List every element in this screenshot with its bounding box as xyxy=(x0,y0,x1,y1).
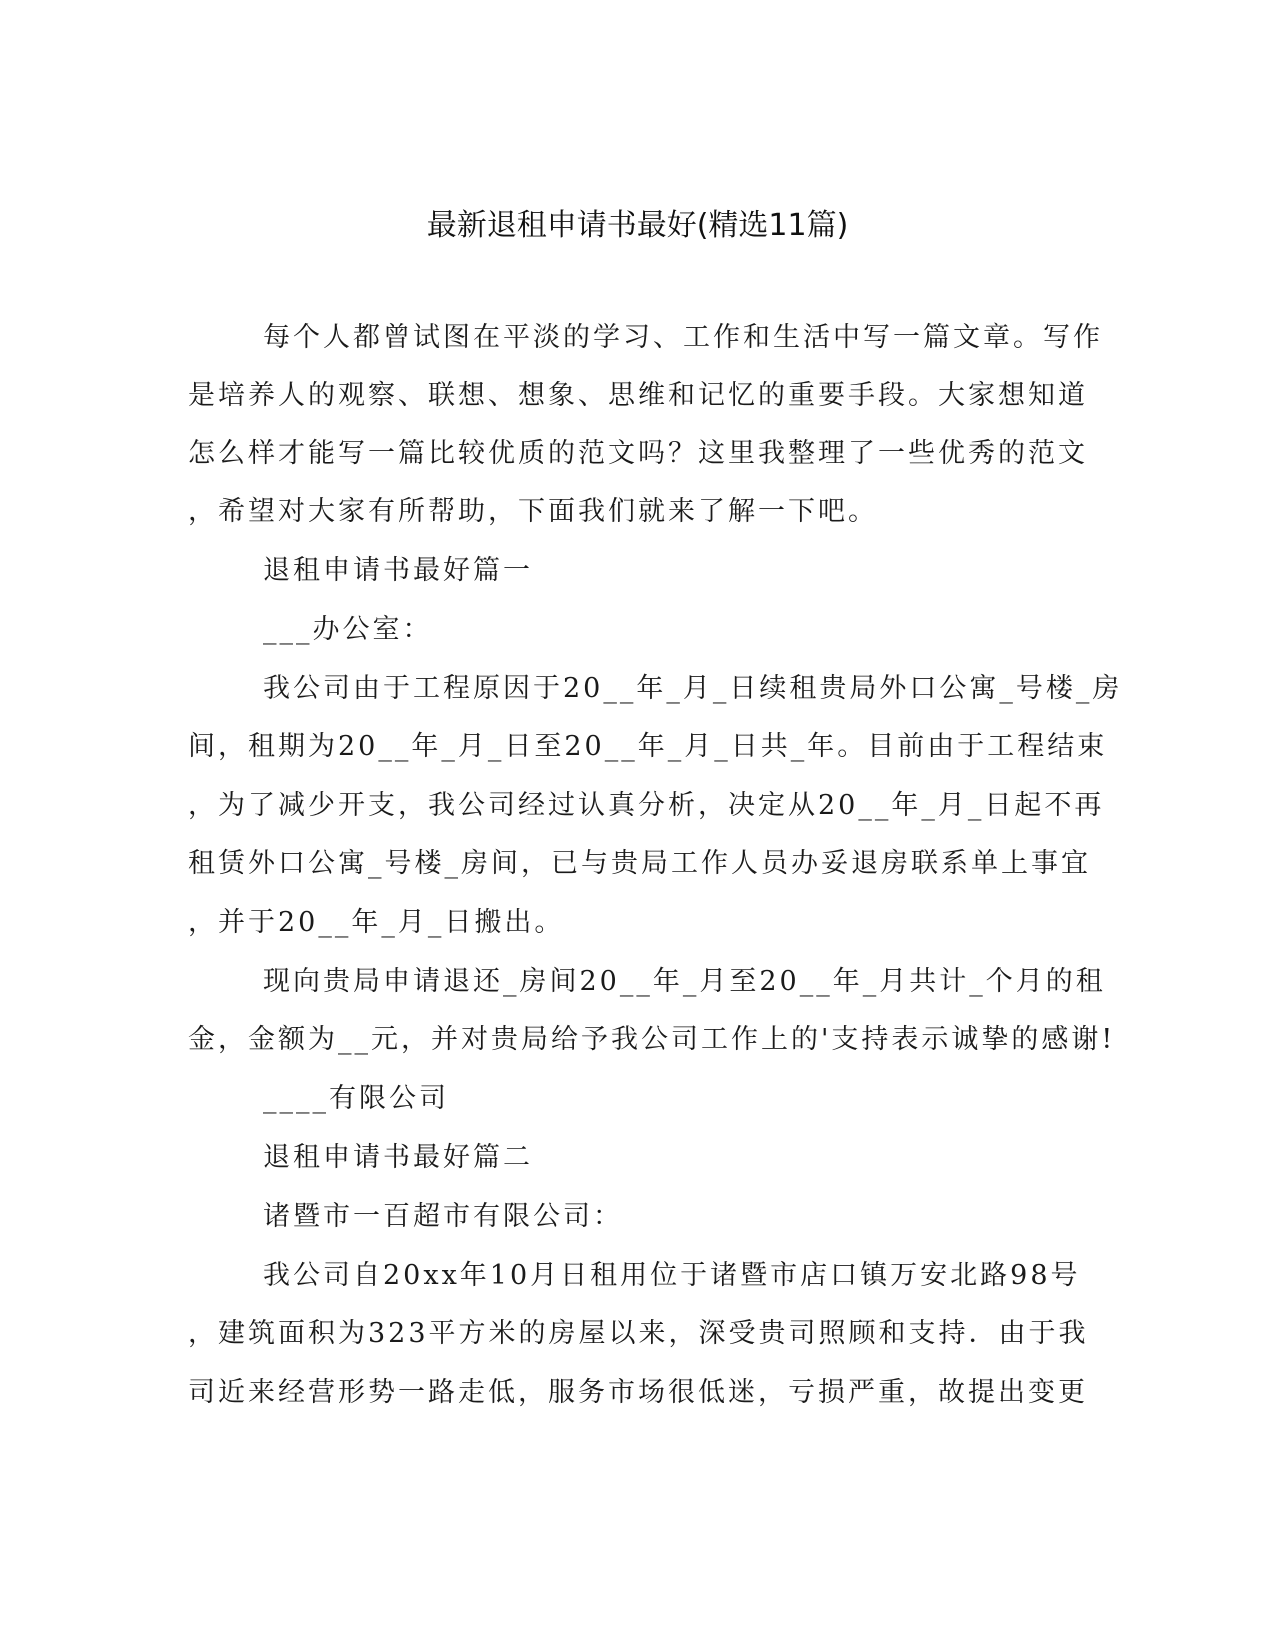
paragraph-line: ，建筑面积为323平方米的房屋以来，深受贵司照顾和支持．由于我 xyxy=(188,1318,1089,1349)
paragraph-line: 现向贵局申请退还_房间20__年_月至20__年_月共计_个月的租 xyxy=(263,966,1106,997)
document-title: 最新退租申请书最好(精选11篇) xyxy=(426,208,849,243)
paragraph-line: 我公司自20xx年10月日租用位于诸暨市店口镇万安北路98号 xyxy=(263,1260,1081,1291)
paragraph-line: 司近来经营形势一路走低，服务市场很低迷，亏损严重，故提出变更 xyxy=(188,1377,1088,1408)
paragraph-line: 我公司由于工程原因于20__年_月_日续租贵局外口公寓_号楼_房 xyxy=(263,673,1123,704)
paragraph-line: ，并于20__年_月_日搬出。 xyxy=(188,907,565,938)
paragraph-line: 是培养人的观察、联想、想象、思维和记忆的重要手段。大家想知道 xyxy=(188,380,1088,411)
salutation-line: ___办公室： xyxy=(263,614,433,645)
paragraph-line: ，希望对大家有所帮助，下面我们就来了解一下吧。 xyxy=(188,496,878,527)
paragraph-line: 金，金额为__元，并对贵局给予我公司工作上的'支持表示诚挚的感谢! xyxy=(188,1024,1116,1055)
paragraph-line: ，为了减少开支，我公司经过认真分析，决定从20__年_月_日起不再 xyxy=(188,790,1105,821)
section-heading: 退租申请书最好篇一 xyxy=(263,555,533,586)
section-heading: 退租申请书最好篇二 xyxy=(263,1142,533,1173)
paragraph-line: 怎么样才能写一篇比较优质的范文吗？这里我整理了一些优秀的范文 xyxy=(188,438,1088,469)
paragraph-line: 间，租期为20__年_月_日至20__年_月_日共_年。目前由于工程结束 xyxy=(188,731,1108,762)
paragraph-line: 每个人都曾试图在平淡的学习、工作和生活中写一篇文章。写作 xyxy=(263,322,1103,353)
salutation-line: 诸暨市一百超市有限公司： xyxy=(263,1201,623,1232)
signature-line: ____有限公司 xyxy=(263,1083,449,1114)
paragraph-line: 租赁外口公寓_号楼_房间，已与贵局工作人员办妥退房联系单上事宜 xyxy=(188,848,1091,879)
